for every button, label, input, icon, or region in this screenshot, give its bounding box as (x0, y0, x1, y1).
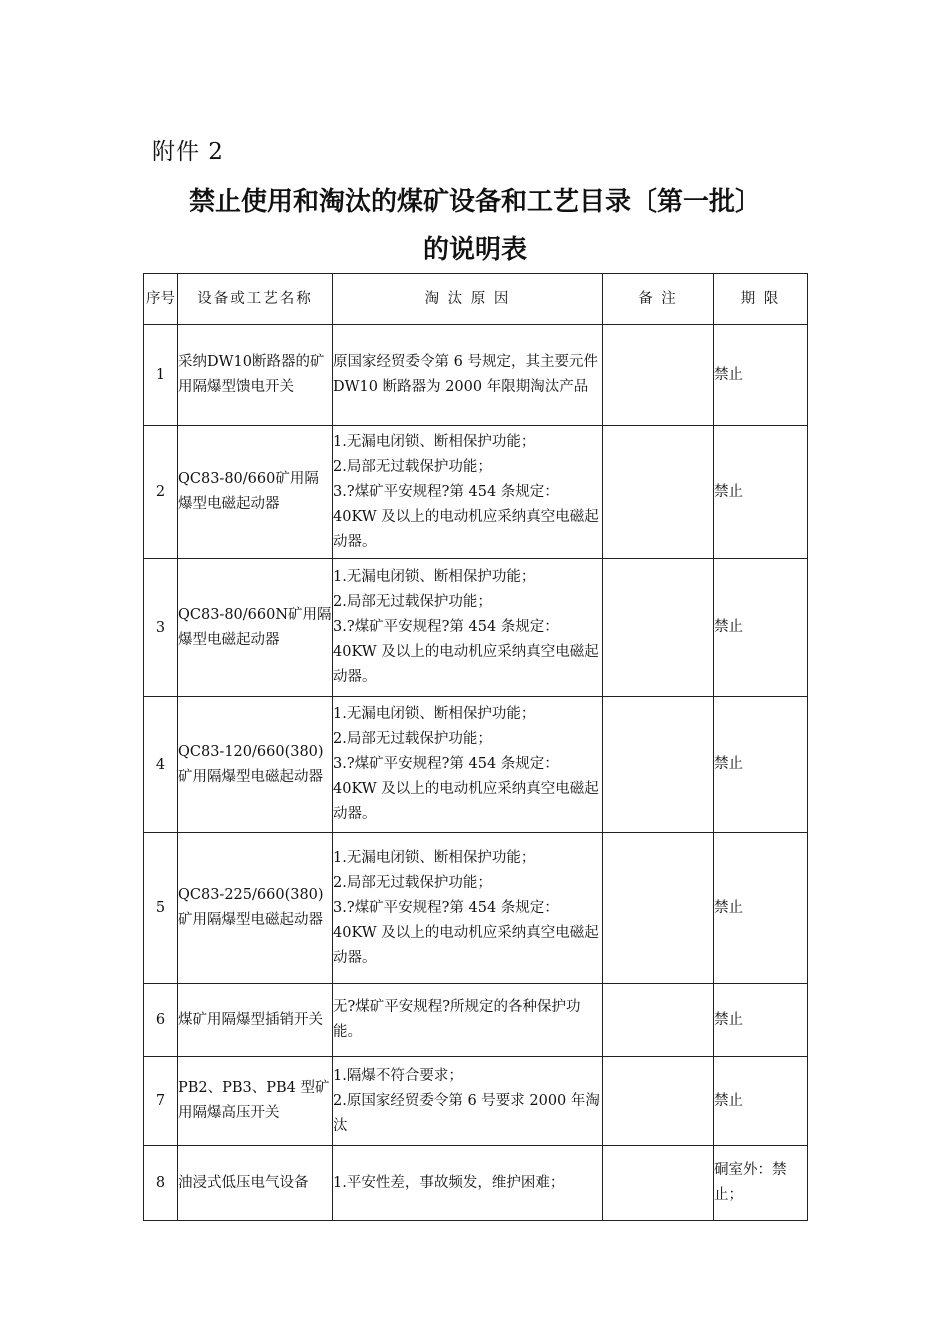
reason-line: 1.隔爆不符合要求； (333, 1067, 463, 1084)
row-period: 禁止 (714, 559, 808, 697)
reason-line: 2.原国家经贸委令第 6 号要求 2000 年淘汰 (333, 1092, 600, 1134)
row-name: 采纳DW10断路器的矿用隔爆型馈电开关 (178, 325, 333, 426)
row-name: QC83-120/660(380)矿用隔爆型电磁起动器 (178, 697, 333, 833)
row-seq: 6 (144, 984, 178, 1057)
row-seq: 4 (144, 697, 178, 833)
reason-line: 1.平安性差，事故频发，维护困难； (333, 1174, 565, 1191)
row-period: 禁止 (714, 984, 808, 1057)
table-row (144, 325, 808, 426)
row-period: 禁止 (714, 833, 808, 984)
row-seq: 2 (144, 426, 178, 559)
row-name: QC83-225/660(380)矿用隔爆型电磁起动器 (178, 833, 333, 984)
row-name: QC83-80/660N矿用隔爆型电磁起动器 (178, 559, 333, 697)
row-note (603, 833, 714, 984)
row-name: QC83-80/660矿用隔爆型电磁起动器 (178, 426, 333, 559)
header-name: 设备或工艺名称 (178, 274, 333, 325)
reason-line: 2.局部无过载保护功能； (333, 458, 492, 475)
reason-line: 1.无漏电闭锁、断相保护功能； (333, 433, 536, 450)
reason-line: 1.无漏电闭锁、断相保护功能； (333, 706, 536, 722)
equipment-table (143, 273, 808, 1221)
row-seq: 3 (144, 559, 178, 697)
row-reason (333, 984, 603, 1057)
header-seq: 序号 (144, 274, 178, 325)
reason-line: 1.无漏电闭锁、断相保护功能； (333, 849, 536, 866)
table-row (144, 559, 808, 697)
row-note (603, 426, 714, 559)
row-note (603, 984, 714, 1057)
row-period: 禁止 (714, 697, 808, 833)
row-reason (333, 426, 603, 559)
row-seq: 8 (144, 1146, 178, 1221)
reason-line: 2.局部无过载保护功能； (333, 731, 492, 747)
header-period: 期 限 (714, 274, 808, 325)
row-reason (333, 1146, 603, 1221)
row-name: PB2、PB3、PB4 型矿用隔爆高压开关 (178, 1057, 333, 1146)
row-period: 硐室外：禁止； (714, 1146, 808, 1221)
reason-line: 1.无漏电闭锁、断相保护功能； (333, 569, 536, 585)
row-note (603, 325, 714, 426)
reason-line: 2.局部无过载保护功能； (333, 874, 492, 891)
table-row (144, 984, 808, 1057)
table-row (144, 833, 808, 984)
row-seq: 5 (144, 833, 178, 984)
row-period: 禁止 (714, 426, 808, 559)
row-note (603, 697, 714, 833)
row-reason (333, 559, 603, 697)
row-period: 禁止 (714, 325, 808, 426)
header-reason: 淘 汰 原 因 (333, 274, 603, 325)
row-note (603, 1057, 714, 1146)
reason-line: 3.?煤矿平安规程?第 454 条规定：40KW 及以上的电动机应采纳真空电磁起动器。 (333, 483, 599, 550)
attachment-label: 附件 2 (152, 139, 224, 165)
reason-line: 3.?煤矿平安规程?第 454 条规定：40KW 及以上的电动机应采纳真空电磁起动器。 (333, 899, 599, 966)
row-period: 禁止 (714, 1057, 808, 1146)
reason-line: 无?煤矿平安规程?所规定的各种保护功能。 (333, 999, 581, 1040)
row-reason (333, 833, 603, 984)
row-reason (333, 697, 603, 833)
table-row (144, 1057, 808, 1146)
row-note (603, 1146, 714, 1221)
reason-line: 3.?煤矿平安规程?第 454 条规定：40KW 及以上的电动机应采纳真空电磁起动器。 (333, 756, 599, 822)
row-seq: 1 (144, 325, 178, 426)
row-reason (333, 325, 603, 426)
row-note (603, 559, 714, 697)
row-name: 煤矿用隔爆型插销开关 (178, 984, 333, 1057)
document-subtitle: 的说明表 (422, 235, 527, 265)
table-row (144, 697, 808, 833)
reason-line: 3.?煤矿平安规程?第 454 条规定：40KW 及以上的电动机应采纳真空电磁起动器。 (333, 619, 599, 685)
row-seq: 7 (144, 1057, 178, 1146)
reason-line: 2.局部无过载保护功能； (333, 594, 492, 610)
header-note: 备 注 (603, 274, 714, 325)
table-row (144, 1146, 808, 1221)
table-row (144, 426, 808, 559)
document-title: 禁止使用和淘汰的煤矿设备和工艺目录〔第一批〕 (188, 187, 761, 217)
reason-line: 原国家经贸委令第 6 号规定，其主要元件 DW10 断路器为 2000 年限期淘汰产品 (333, 354, 598, 395)
row-reason (333, 1057, 603, 1146)
table-header-row (144, 274, 808, 325)
row-name: 油浸式低压电气设备 (178, 1146, 333, 1221)
